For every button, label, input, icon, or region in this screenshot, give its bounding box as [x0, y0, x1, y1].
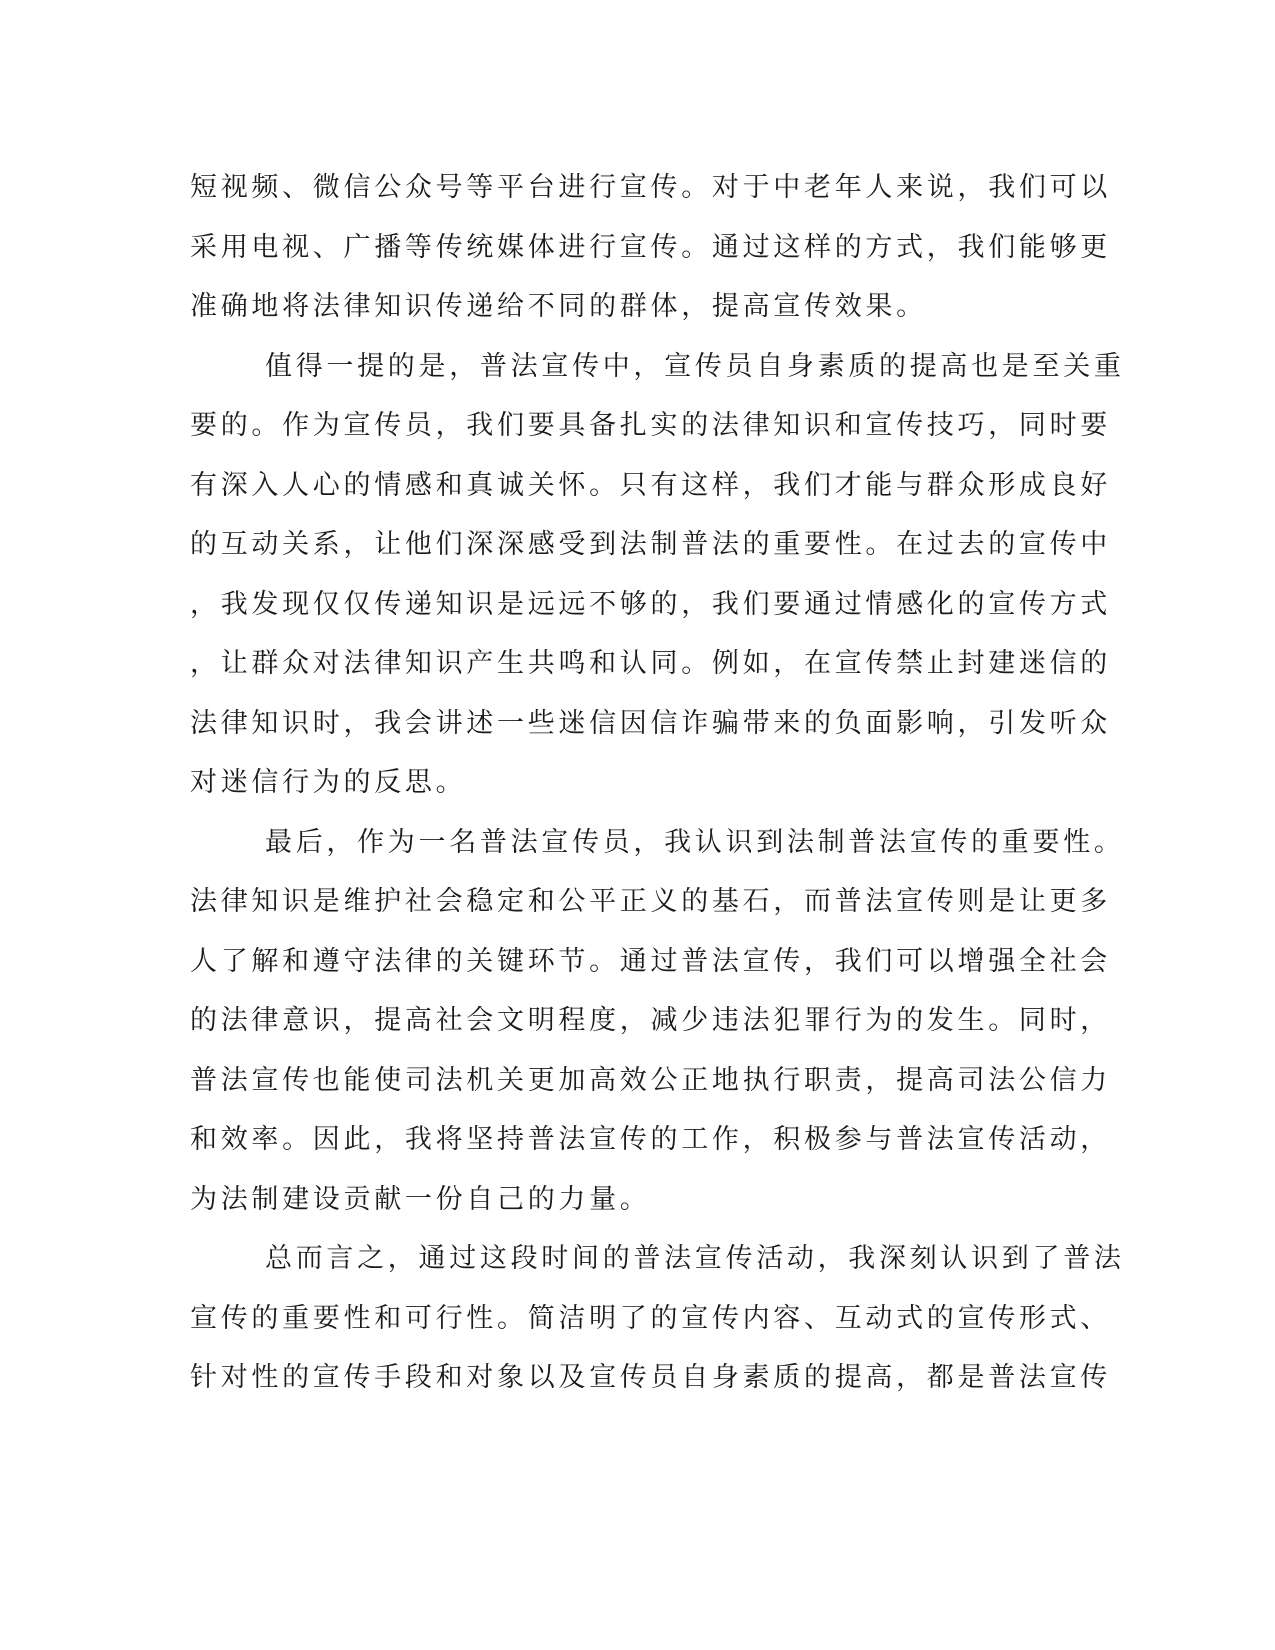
text-line: 采用电视、广播等传统媒体进行宣传。通过这样的方式，我们能够更 [190, 231, 1111, 263]
text-line: 的互动关系，让他们深深感受到法制普法的重要性。在过去的宣传中 [190, 529, 1111, 560]
text-line: 要的。作为宣传员，我们要具备扎实的法律知识和宣传技巧，同时要 [190, 410, 1111, 441]
text-line: 的法律意识，提高社会文明程度，减少违法犯罪行为的发生。同时， [190, 1005, 1111, 1036]
paragraph-first-line: 最后，作为一名普法宣传员，我认识到法制普法宣传的重要性。 [265, 826, 1125, 858]
text-line: ，我发现仅仅传递知识是远远不够的，我们要通过情感化的宣传方式 [190, 588, 1111, 620]
text-line: 法律知识是维护社会稳定和公平正义的基石，而普法宣传则是让更多 [190, 886, 1111, 917]
paragraph-first-line: 总而言之，通过这段时间的普法宣传活动，我深刻认识到了普法 [265, 1243, 1125, 1274]
text-line: 针对性的宣传手段和对象以及宣传员自身素质的提高，都是普法宣传 [190, 1362, 1111, 1393]
text-line: 为法制建设贡献一份自己的力量。 [190, 1183, 651, 1215]
text-line: 对迷信行为的反思。 [190, 767, 467, 798]
text-line: ，让群众对法律知识产生共鸣和认同。例如，在宣传禁止封建迷信的 [190, 648, 1111, 679]
text-line: 普法宣传也能使司法机关更加高效公正地执行职责，提高司法公信力 [190, 1064, 1111, 1096]
text-line: 和效率。因此，我将坚持普法宣传的工作，积极参与普法宣传活动， [190, 1124, 1111, 1155]
body-text [190, 158, 1125, 1408]
text-line: 宣传的重要性和可行性。简洁明了的宣传内容、互动式的宣传形式、 [190, 1302, 1111, 1334]
text-line: 法律知识时，我会讲述一些迷信因信诈骗带来的负面影响，引发听众 [190, 707, 1111, 739]
text-line: 有深入人心的情感和真诚关怀。只有这样，我们才能与群众形成良好 [190, 469, 1111, 501]
text-line: 短视频、微信公众号等平台进行宣传。对于中老年人来说，我们可以 [190, 172, 1111, 203]
paragraph-first-line: 值得一提的是，普法宣传中，宣传员自身素质的提高也是至关重 [265, 350, 1125, 382]
text-line: 准确地将法律知识传递给不同的群体，提高宣传效果。 [190, 291, 927, 322]
text-line: 人了解和遵守法律的关键环节。通过普法宣传，我们可以增强全社会 [190, 945, 1111, 977]
